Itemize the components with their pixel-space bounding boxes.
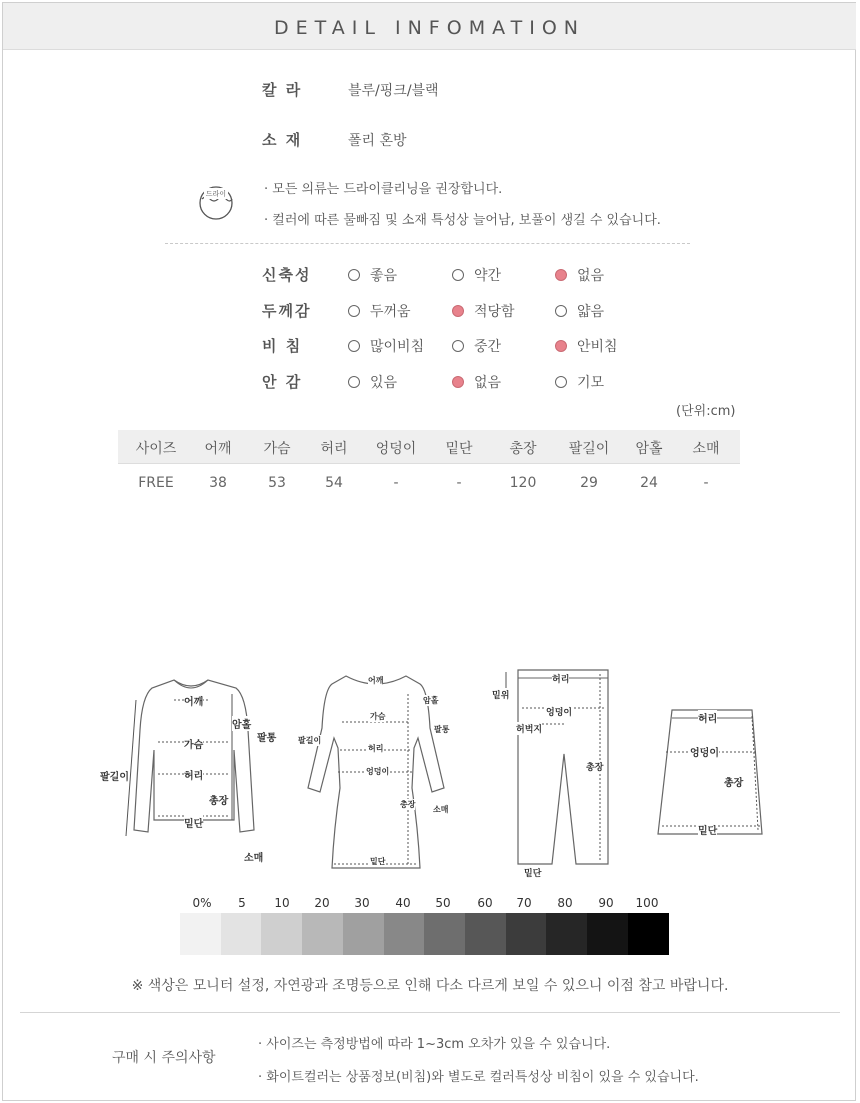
size-table-header-cell: 팔길이	[568, 441, 610, 457]
size-table-cell: FREE	[138, 475, 174, 491]
opacity-swatch	[180, 913, 221, 955]
diagram-label: 허리	[552, 672, 569, 685]
diagram-label: 밑단	[184, 815, 203, 830]
size-table-header-cell: 암홀	[635, 441, 663, 457]
attribute-option-label: 적당함	[474, 304, 515, 320]
diagram-label: 소매	[244, 849, 263, 864]
size-table-cell: 120	[509, 475, 537, 491]
attribute-option-label: 많이비침	[370, 339, 425, 355]
diagram-label: 밑단	[698, 822, 717, 837]
header-title: DETAIL INFOMATION	[274, 17, 585, 39]
opacity-scale-label: 0%	[192, 896, 212, 910]
attribute-option	[555, 372, 604, 392]
radio-empty-icon	[348, 376, 360, 388]
attribute-option	[452, 372, 501, 392]
diagram-label: 총장	[724, 774, 743, 789]
attribute-option	[452, 265, 501, 285]
diagram-label: 총장	[209, 792, 228, 807]
diagram-label: 허리	[698, 710, 717, 725]
size-table-cell: 24	[640, 475, 658, 491]
attribute-option-label: 없음	[577, 268, 605, 284]
diagram-label: 팔통	[434, 725, 450, 734]
size-table-header-cell: 엉덩이	[375, 441, 417, 457]
opacity-swatch	[465, 913, 506, 955]
color-warning: ※ 색상은 모니터 설정, 자연광과 조명등으로 인해 다소 다르게 보일 수 있으니 이점 참고 바랍니다.	[131, 978, 729, 994]
opacity-scale-label: 60	[477, 896, 493, 910]
opacity-swatch	[302, 913, 343, 955]
opacity-scale-label: 30	[354, 896, 370, 910]
opacity-scale-label: 40	[395, 896, 411, 910]
diagram-label: 소매	[433, 805, 449, 814]
diagram-label: 팔통	[257, 729, 276, 744]
opacity-scale-label: 5	[238, 896, 246, 910]
diagram-label: 어깨	[184, 693, 203, 708]
radio-empty-icon	[452, 269, 464, 281]
opacity-swatch	[343, 913, 384, 955]
opacity-swatch	[384, 913, 425, 955]
radio-selected-icon	[452, 376, 464, 388]
diagram-label: 엉덩이	[690, 744, 719, 759]
size-table-cell: 53	[268, 475, 286, 491]
attribute-option	[555, 301, 604, 321]
skirt-diagram	[652, 706, 772, 838]
diagram-label: 총장	[586, 760, 603, 773]
size-table-header-cell: 가슴	[263, 441, 291, 457]
attribute-option-label: 좋음	[370, 268, 398, 284]
attribute-option-label: 기모	[577, 375, 605, 391]
opacity-swatch	[261, 913, 302, 955]
attribute-option	[348, 265, 397, 285]
attribute-option	[555, 336, 618, 356]
attribute-option-label: 중간	[474, 339, 502, 355]
size-table-cell: 29	[580, 475, 598, 491]
opacity-scale-label: 10	[274, 896, 290, 910]
radio-empty-icon	[348, 269, 360, 281]
diagram-label: 허리	[368, 744, 384, 753]
size-table-header-cell: 허리	[320, 441, 348, 457]
attribute-option-label: 약간	[474, 268, 502, 284]
opacity-swatch	[628, 913, 669, 955]
size-table-cell: 38	[209, 475, 227, 491]
size-table-header-cell: 밑단	[445, 441, 473, 457]
dry-icon-text: 드라이	[205, 190, 227, 198]
radio-empty-icon	[555, 305, 567, 317]
attribute-label: 비 침	[262, 337, 303, 355]
color-label: 칼 라	[262, 81, 303, 99]
purchase-note-2: · 화이트컬러는 상품정보(비침)와 별도로 컬러특성상 비침이 있을 수 있습니다.	[258, 1070, 699, 1085]
opacity-swatch	[546, 913, 587, 955]
diagram-label: 밑단	[370, 857, 386, 866]
opacity-scale-label: 70	[516, 896, 532, 910]
size-table-cell: 54	[325, 475, 343, 491]
attribute-option	[452, 336, 501, 356]
diagram-label: 암홀	[232, 716, 251, 731]
radio-selected-icon	[452, 305, 464, 317]
diagram-label: 암홀	[423, 696, 439, 705]
detail-header	[3, 3, 856, 50]
diagram-label: 팔길이	[100, 768, 129, 783]
diagram-label: 어깨	[368, 676, 384, 685]
opacity-scale-label: 50	[435, 896, 451, 910]
color-value: 블루/핑크/블랙	[348, 83, 439, 99]
opacity-swatch	[587, 913, 628, 955]
diagram-label: 엉덩이	[366, 767, 390, 776]
radio-selected-icon	[555, 269, 567, 281]
diagram-label: 허리	[184, 767, 203, 782]
size-table-cell: -	[456, 475, 462, 491]
radio-empty-icon	[348, 305, 360, 317]
attribute-option	[348, 372, 397, 392]
diagram-label: 밑단	[524, 866, 541, 879]
unit-label: (단위:cm)	[676, 404, 736, 419]
opacity-swatch	[424, 913, 465, 955]
size-table-cell: -	[393, 475, 399, 491]
attribute-label: 신축성	[262, 266, 312, 284]
attribute-option-label: 있음	[370, 375, 398, 391]
diagram-label: 총장	[400, 800, 416, 809]
radio-selected-icon	[555, 340, 567, 352]
radio-empty-icon	[555, 376, 567, 388]
section-divider	[165, 243, 690, 244]
opacity-scale-label: 100	[635, 896, 659, 910]
opacity-scale-label: 20	[314, 896, 330, 910]
attribute-label: 안 감	[262, 373, 303, 391]
attribute-option-label: 안비침	[577, 339, 618, 355]
radio-empty-icon	[452, 340, 464, 352]
opacity-scale-label: 90	[598, 896, 614, 910]
attribute-option	[348, 301, 411, 321]
care-note-2: · 컬러에 따른 물빠짐 및 소재 특성상 늘어남, 보풀이 생길 수 있습니다.	[264, 213, 661, 228]
material-label: 소 재	[262, 131, 303, 149]
opacity-scale-label: 80	[557, 896, 573, 910]
diagram-label: 허벅지	[516, 722, 542, 735]
size-table-header-cell: 어깨	[204, 441, 232, 457]
attribute-option-label: 얇음	[577, 304, 605, 320]
attribute-option-label: 없음	[474, 375, 502, 391]
size-table-header-cell: 사이즈	[135, 441, 177, 457]
diagram-label: 가슴	[370, 712, 386, 721]
radio-empty-icon	[348, 340, 360, 352]
purchase-caution-title: 구매 시 주의사항	[112, 1050, 216, 1066]
attribute-option	[555, 265, 604, 285]
opacity-swatch	[506, 913, 547, 955]
size-table-header-cell: 소매	[692, 441, 720, 457]
care-note-1: · 모든 의류는 드라이클리닝을 권장합니다.	[264, 182, 503, 197]
size-table-cell: -	[703, 475, 709, 491]
diagram-label: 가슴	[184, 736, 203, 751]
size-table-header-cell: 총장	[509, 441, 537, 457]
diagram-label: 밑위	[492, 688, 509, 701]
attribute-option	[452, 301, 515, 321]
dry-clean-icon	[196, 181, 236, 221]
attribute-option	[348, 336, 424, 356]
diagram-label: 팔길이	[298, 736, 322, 745]
diagram-label: 엉덩이	[546, 705, 572, 718]
purchase-note-1: · 사이즈는 측정방법에 따라 1~3cm 오차가 있을 수 있습니다.	[258, 1037, 611, 1052]
opacity-swatch	[221, 913, 262, 955]
material-value: 폴리 혼방	[348, 133, 407, 149]
attribute-label: 두께감	[262, 302, 312, 320]
attribute-option-label: 두꺼움	[370, 304, 411, 320]
bottom-divider	[20, 1012, 840, 1013]
